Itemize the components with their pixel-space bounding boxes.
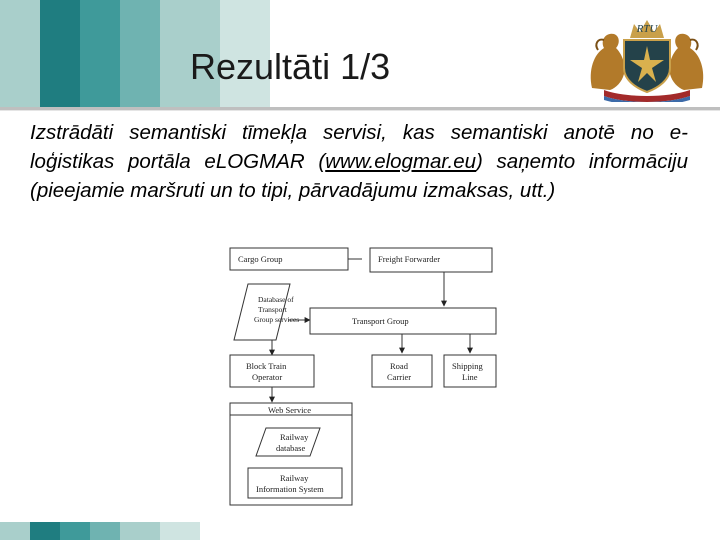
- header-stripe-4: [120, 0, 160, 107]
- railway-db-label-1: Railway: [280, 432, 309, 442]
- web-service-label: Web Service: [268, 405, 311, 415]
- footer-stripe-2: [30, 522, 60, 540]
- elogmar-link[interactable]: www.elogmar.eu: [325, 150, 476, 173]
- body-text-part2: ) saņemto informāciju (pieejamie maršruti un to tipi, pārvadājumu izmaksas, utt.): [30, 150, 688, 202]
- shipping-line-box: [444, 355, 496, 387]
- body-text-part1: Izstrādāti semantiski tīmekļa servisi, kas semantiski anotē no e-loģistikas portāla eLOGMAR (: [30, 121, 688, 173]
- transport-group-label: Transport Group: [352, 316, 409, 326]
- freight-forwarder-label: Freight Forwarder: [378, 254, 441, 264]
- page-title: Rezultāti 1/3: [190, 46, 391, 87]
- ris-label-2: Information System: [256, 484, 324, 494]
- architecture-diagram: [222, 240, 502, 510]
- footer-stripe-4: [90, 522, 120, 540]
- footer-stripe-5: [120, 522, 160, 540]
- rtu-logo: [586, 10, 708, 102]
- body-paragraph: [30, 118, 688, 205]
- road-carrier-label-2: Carrier: [387, 372, 412, 382]
- cargo-group-label: Cargo Group: [238, 254, 283, 264]
- footer-stripe-3: [60, 522, 90, 540]
- db-label-1: Database of: [258, 295, 294, 304]
- road-carrier-label-1: Road: [390, 361, 408, 371]
- db-label-3: Group services: [254, 315, 300, 324]
- header-stripe-1: [0, 0, 40, 107]
- db-label-2: Transport: [258, 305, 287, 314]
- footer-stripe-6: [160, 522, 200, 540]
- shipping-line-label-1: Shipping: [452, 361, 483, 371]
- railway-db-label-2: database: [276, 443, 306, 453]
- header-divider-light: [0, 110, 720, 111]
- header-stripe-3: [80, 0, 120, 107]
- road-carrier-box: [372, 355, 432, 387]
- ris-label-1: Railway: [280, 473, 309, 483]
- block-train-label-1: Block Train: [246, 361, 287, 371]
- shipping-line-label-2: Line: [462, 372, 478, 382]
- logo-text: RTU: [636, 23, 658, 35]
- block-train-label-2: Operator: [252, 372, 283, 382]
- block-train-box: [230, 355, 314, 387]
- footer-stripe-1: [0, 522, 30, 540]
- header-stripe-2: [40, 0, 80, 107]
